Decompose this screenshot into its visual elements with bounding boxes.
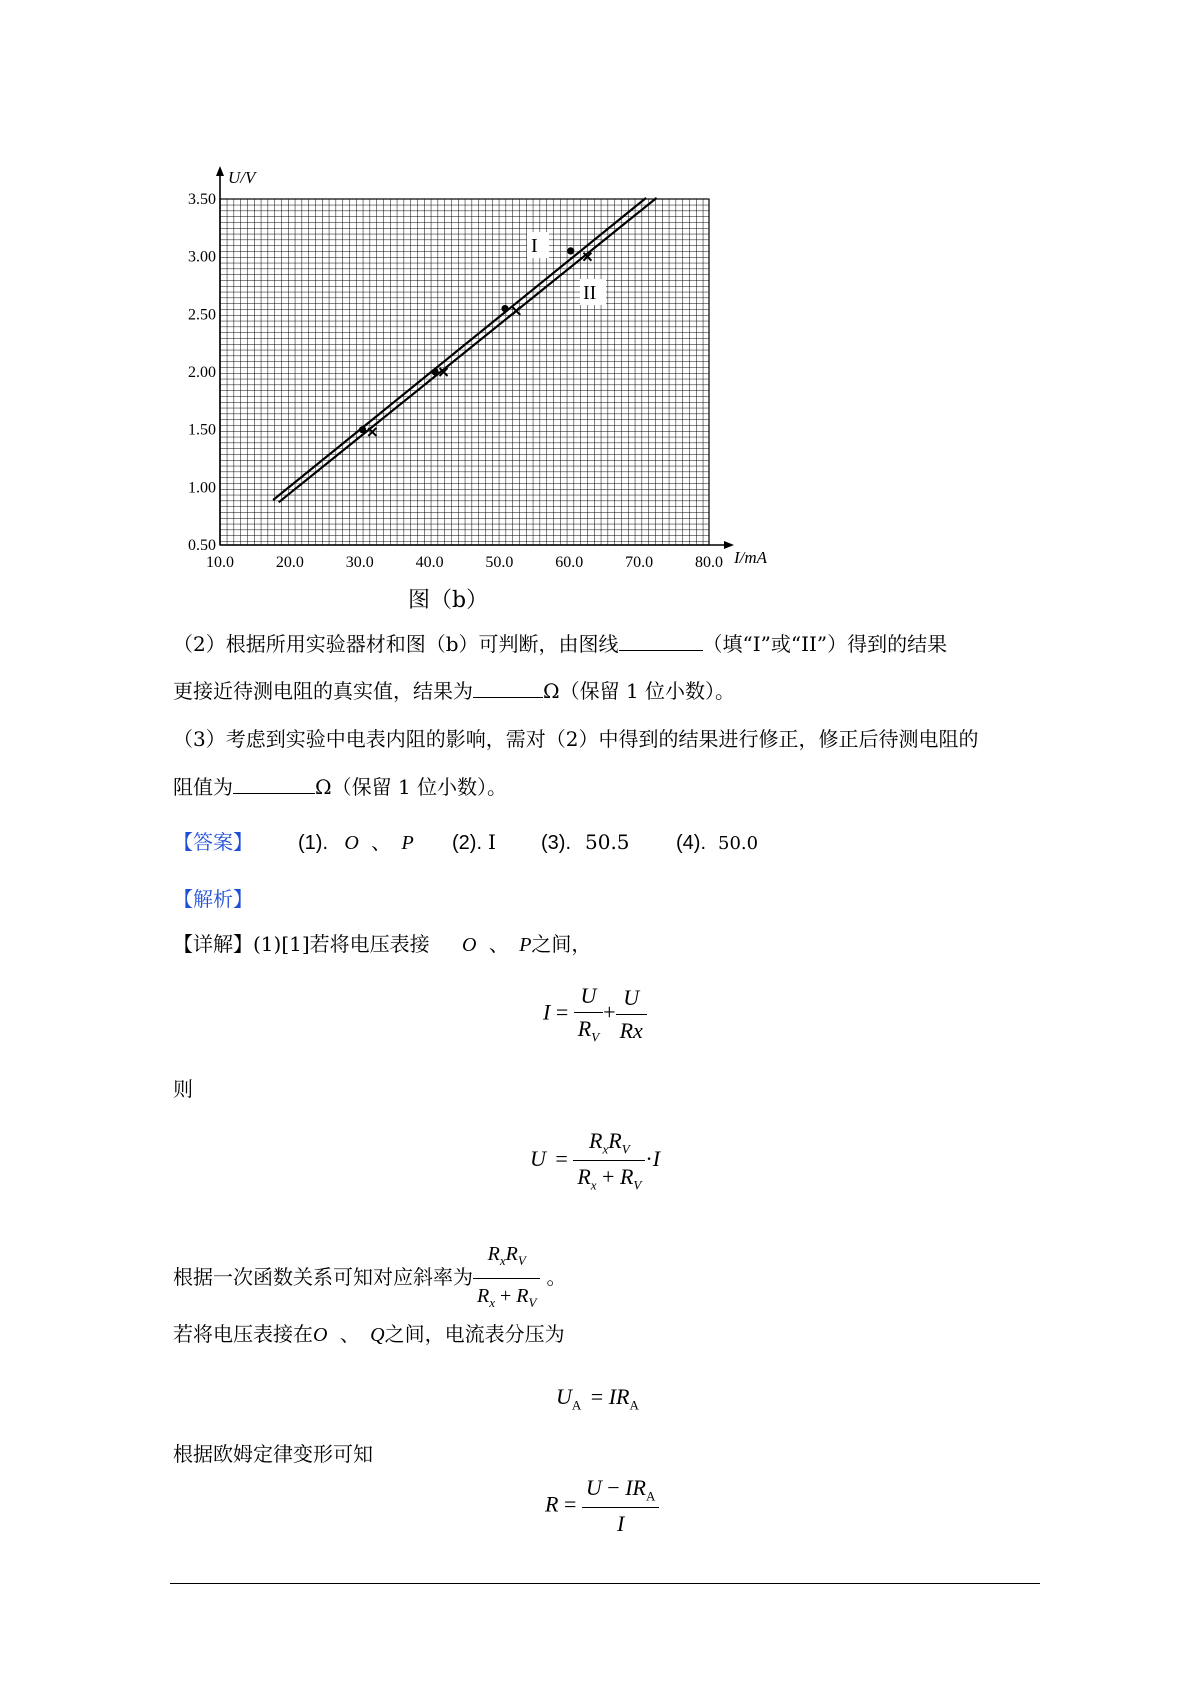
eq3-eq: = [590,1384,604,1409]
eq4-eq: = [563,1491,577,1517]
x-axis-arrow [724,541,734,549]
detail-tail: 之间， [531,932,592,956]
analysis-label: 【解析】 [173,887,253,911]
eq3-rhs-sub: A [629,1397,639,1413]
y-tick-label: 2.00 [188,364,216,381]
oq-q: Q [370,1324,385,1346]
eq2-num-b-sub: V [621,1141,630,1157]
q3-line2-text-a: 阻值为 [173,775,233,799]
q3-blank-value[interactable] [233,775,315,794]
slope-frac [473,1240,540,1317]
slope-num-b: R [505,1243,518,1265]
eq2-den [573,1161,645,1193]
eq1-eq: = [555,999,569,1025]
x-tick-label: 30.0 [345,554,374,570]
grid-area [220,199,709,545]
eq2-den-plus: + [602,1164,615,1190]
slope-num-a-sub: x [499,1253,506,1268]
y-tick-label: 1.00 [188,479,216,497]
eq4-num-a: U [585,1475,602,1500]
x-tick-label: 80.0 [695,554,723,570]
eq1-num-1: U [574,983,603,1013]
eq1-plus: + [603,999,616,1025]
q3-line2-text-b: Ω（保留 1 位小数）。 [315,775,508,799]
data-point-dot [567,247,574,254]
detail-o: O [462,934,477,956]
eq4-num-sub: A [645,1488,656,1504]
slope-den [473,1279,540,1317]
u-i-graph [150,150,770,570]
answer-1-num: (1). [298,832,328,854]
answer-2-val: I [488,830,496,854]
answer-item-2 [452,828,496,857]
q3-line1: （3）考虑到实验中电表内阻的影响，需对（2）中得到的结果进行修正，修正后待测电阻的 [173,727,979,751]
answer-2-num: (2). [452,832,482,854]
y-tick-labels [188,191,216,554]
detail-line [173,930,591,959]
eq2-num-a: R [589,1128,603,1153]
equation-1 [543,983,647,1045]
eq2-dot: · [645,1145,653,1171]
equation-3 [556,1384,639,1413]
slope-den-a: R [477,1285,490,1307]
eq2-tail: I [652,1145,661,1171]
eq4-num [582,1475,659,1508]
eq2-frac [573,1128,645,1194]
eq2-num-b: R [608,1128,622,1153]
slope-num [473,1240,540,1279]
eq2-den-b: R [619,1164,634,1190]
detail-p: P [519,934,532,956]
series-label-II: II [583,282,597,304]
y-tick-label: 3.00 [188,248,216,266]
slope-den-a-sub: x [489,1295,495,1310]
eq4-frac [582,1475,659,1537]
series-label-II-box [580,279,606,305]
slope-line [173,1240,566,1317]
q2-blank-line[interactable] [619,632,703,651]
q2-line2-text-a: 更接近待测电阻的真实值，结果为 [173,679,473,703]
ze-line: 则 [173,1077,193,1101]
oq-o: O [313,1324,328,1346]
eq3-rhs: IR [608,1384,630,1409]
slope-den-b-sub: V [528,1295,537,1310]
detail-sep: 、 [488,932,509,956]
eq1-frac-2 [616,985,647,1044]
eq3-lhs-sub: A [571,1397,582,1413]
slope-num-b-sub: V [517,1253,526,1268]
answer-label: 【答案】 [173,830,253,854]
slope-den-b: R [516,1285,529,1307]
answer-4-val: 50.0 [718,833,759,854]
x-tick-label: 60.0 [555,554,584,570]
answer-3-num: (3). [541,832,571,854]
eq2-den-a: R [577,1164,591,1190]
eq2-den-a-sub: x [590,1177,597,1193]
y-tick-label: 1.50 [188,421,216,439]
q2-line2-text-b: Ω（保留 1 位小数）。 [543,679,736,703]
oq-text-a: 若将电压表接在 [173,1322,313,1346]
y-tick-label: 3.50 [188,191,216,208]
answer-3-val: 50.5 [585,830,630,854]
slope-den-plus: + [500,1285,512,1307]
eq1-den-2: Rx [619,1017,643,1043]
eq4-num-b: IR [625,1475,646,1500]
eq2-eq: = [555,1145,568,1171]
y-axis-arrow [216,166,224,176]
detail-text: (1)[1]若将电压表接 [253,932,430,956]
footer-divider [170,1583,1040,1584]
figure-caption: 图（b） [408,588,489,613]
q2-blank-value[interactable] [473,679,543,698]
series-label-I: I [531,235,538,257]
eq1-lhs: I [543,999,551,1025]
eq1-frac-1 [574,983,603,1045]
equation-4 [545,1475,659,1537]
answer-1-p: P [401,832,414,854]
eq1-num-2: U [616,985,647,1015]
answer-item-3 [541,828,630,857]
series-label-I-box [527,232,549,258]
q3-line2 [173,773,507,801]
equation-2 [530,1128,660,1194]
eq1-den-1-r: R [577,1016,592,1041]
x-tick-label: 20.0 [275,554,304,570]
x-tick-label: 10.0 [206,554,234,570]
slope-num-a: R [487,1243,500,1265]
slope-text: 根据一次函数关系可知对应斜率为 [173,1265,473,1289]
eq4-minus: − [607,1475,620,1500]
oq-sep: 、 [339,1322,360,1346]
ohm-line: 根据欧姆定律变形可知 [173,1442,373,1466]
eq2-num-a-sub: x [602,1141,609,1157]
answer-1-sep: 、 [371,830,392,854]
x-axis-label: I/mA [734,548,768,567]
eq4-den: I [616,1511,625,1537]
eq2-lhs: U [530,1145,546,1171]
x-tick-label: 50.0 [485,554,514,570]
eq1-den-1-sub: V [591,1029,600,1045]
data-point-dot [501,305,508,312]
eq1-den-1 [574,1013,603,1045]
eq2-num [573,1128,645,1161]
x-tick-label: 40.0 [415,554,444,570]
detail-label: 【详解】 [173,932,253,956]
q2-line1 [173,630,947,658]
y-tick-label: 2.50 [188,306,216,324]
answer-item-1 [298,828,414,857]
answer-1-o: O [344,832,359,854]
eq3-lhs: U [556,1384,572,1409]
q2-line2 [173,677,735,705]
answer-4-num: (4). [676,832,706,854]
eq2-den-b-sub: V [633,1177,642,1193]
oq-line [173,1320,565,1349]
y-tick-label: 0.50 [188,537,216,554]
grid-background [220,199,709,545]
q2-line1-text-a: （2）根据所用实验器材和图（b）可判断，由图线 [173,632,619,656]
answer-item-4 [676,828,758,858]
eq4-lhs: R [545,1491,559,1517]
q2-line1-text-b: （填“I”或“II”）得到的结果 [702,632,948,656]
x-tick-labels [206,554,723,570]
slope-end: 。 [546,1265,567,1289]
oq-text-b: 之间，电流表分压为 [384,1322,565,1346]
y-axis-label: U/V [228,168,256,187]
x-tick-label: 70.0 [625,554,654,570]
